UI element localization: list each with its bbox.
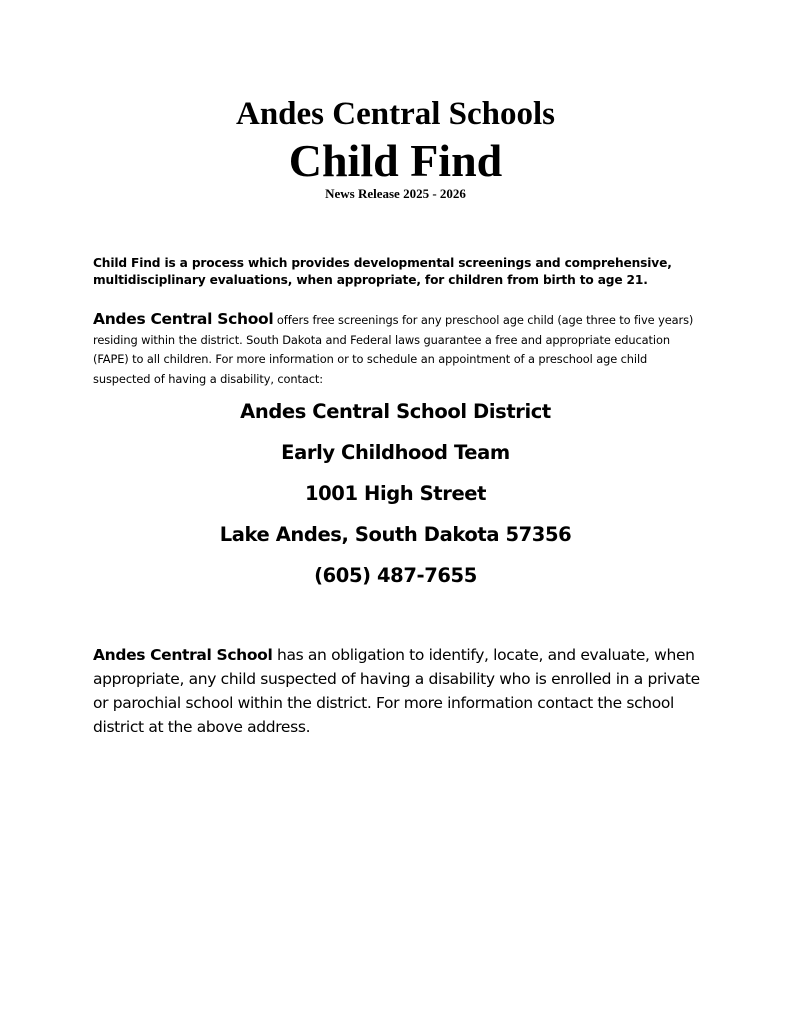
obligation-lead: Andes Central School [93, 646, 273, 664]
contact-city: Lake Andes, South Dakota 57356 [219, 523, 572, 546]
intro-paragraph: Child Find is a process which provides developmental screenings and comprehensive, multidisciplinary evaluations, when appropriate, for children from birth to age 21. [93, 256, 672, 287]
screening-lead: Andes Central School [93, 310, 274, 328]
contact-street: 1001 High Street [304, 482, 487, 505]
news-release-label: News Release 2025 - 2026 [325, 186, 466, 201]
obligation-text: has an obligation to identify, locate, and evaluate, when appropriate, any child suspected of having a disability who is enrolled in a private or parochial school within the district. For more information contact the school district at the above address. [93, 646, 700, 736]
contact-phone: (605) 487-7655 [314, 564, 477, 587]
contact-team: Early Childhood Team [281, 441, 510, 464]
obligation-paragraph [93, 643, 703, 739]
contact-district: Andes Central School District [240, 400, 551, 423]
screening-text: offers free screenings for any preschool age child (age three to five years) residing within the district. South Dakota and Federal laws guarantee a free and appropriate education (FAPE) to all children. For more information or to schedule an appointment of a preschool age child suspected of having a disability, contact: [93, 313, 694, 386]
school-name: Andes Central Schools [235, 96, 556, 132]
document-title: Child Find [288, 135, 503, 186]
screening-paragraph [93, 310, 703, 389]
